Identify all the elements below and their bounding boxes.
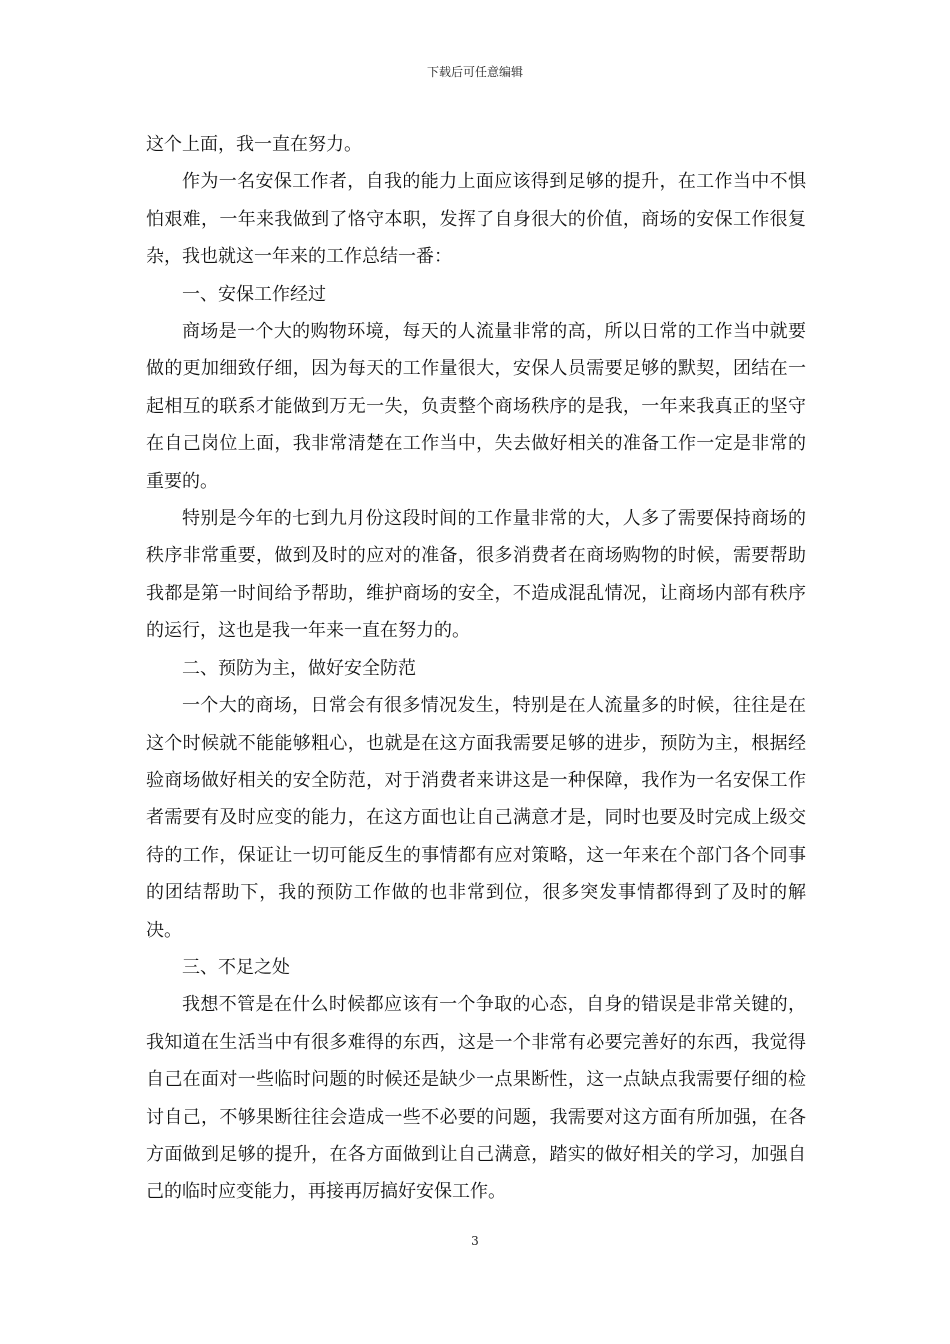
section-heading-3: 三、不足之处	[182, 956, 290, 978]
paragraph-continuation: 这个上面，我一直在努力。	[146, 134, 362, 155]
page-header: 下载后可任意编辑	[426, 65, 523, 79]
page-number: 3	[471, 1234, 479, 1248]
paragraph-section-1a: 商场是一个大的购物环境，每天的人流量非常的高，所以日常的工作当中就要做的更加细致仔细，因为每天的工作量很大，安保人员需要足够的默契，团结在一起相互的联系才能做到万无一失，负责整个商场秩序的是我，一年来我真正的坚守在自己岗位上面，我非常清楚在工作当中，失去做好相关的准备工作一定是非常的重要的。	[146, 321, 806, 492]
section-heading-1: 一、安保工作经过	[182, 283, 326, 305]
paragraph-intro: 作为一名安保工作者，自我的能力上面应该得到足够的提升，在工作当中不惧怕艰难，一年来我做到了恪守本职，发挥了自身很大的价值，商场的安保工作很复杂，我也就这一年来的工作总结一番：	[146, 171, 806, 268]
document-body	[146, 126, 806, 1211]
section-heading-2: 二、预防为主，做好安全防范	[182, 657, 416, 679]
paragraph-section-2: 一个大的商场，日常会有很多情况发生，特别是在人流量多的时候，往往是在这个时候就不能能够粗心，也就是在这方面我需要足够的进步，预防为主，根据经验商场做好相关的安全防范，对于消费者来讲这是一种保障，我作为一名安保工作者需要有及时应变的能力，在这方面也让自己满意才是，同时也要及时完成上级交待的工作，保证让一切可能反生的事情都有应对策略，这一年来在个部门各个同事的团结帮助下，我的预防工作做的也非常到位，很多突发事情都得到了及时的解决。	[146, 695, 806, 941]
paragraph-section-3: 我想不管是在什么时候都应该有一个争取的心态，自身的错误是非常关键的，我知道在生活当中有很多难得的东西，这是一个非常有必要完善好的东西，我觉得自己在面对一些临时问题的时候还是缺少一点果断性，这一点缺点我需要仔细的检讨自己，不够果断往往会造成一些不必要的问题，我需要对这方面有所加强，在各方面做到足够的提升，在各方面做到让自己满意，踏实的做好相关的学习，加强自己的临时应变能力，再接再厉搞好安保工作。	[146, 994, 806, 1203]
paragraph-section-1b: 特别是今年的七到九月份这段时间的工作量非常的大，人多了需要保持商场的秩序非常重要，做到及时的应对的准备，很多消费者在商场购物的时候，需要帮助我都是第一时间给予帮助，维护商场的安全，不造成混乱情况，让商场内部有秩序的运行，这也是我一年来一直在努力的。	[146, 508, 806, 642]
